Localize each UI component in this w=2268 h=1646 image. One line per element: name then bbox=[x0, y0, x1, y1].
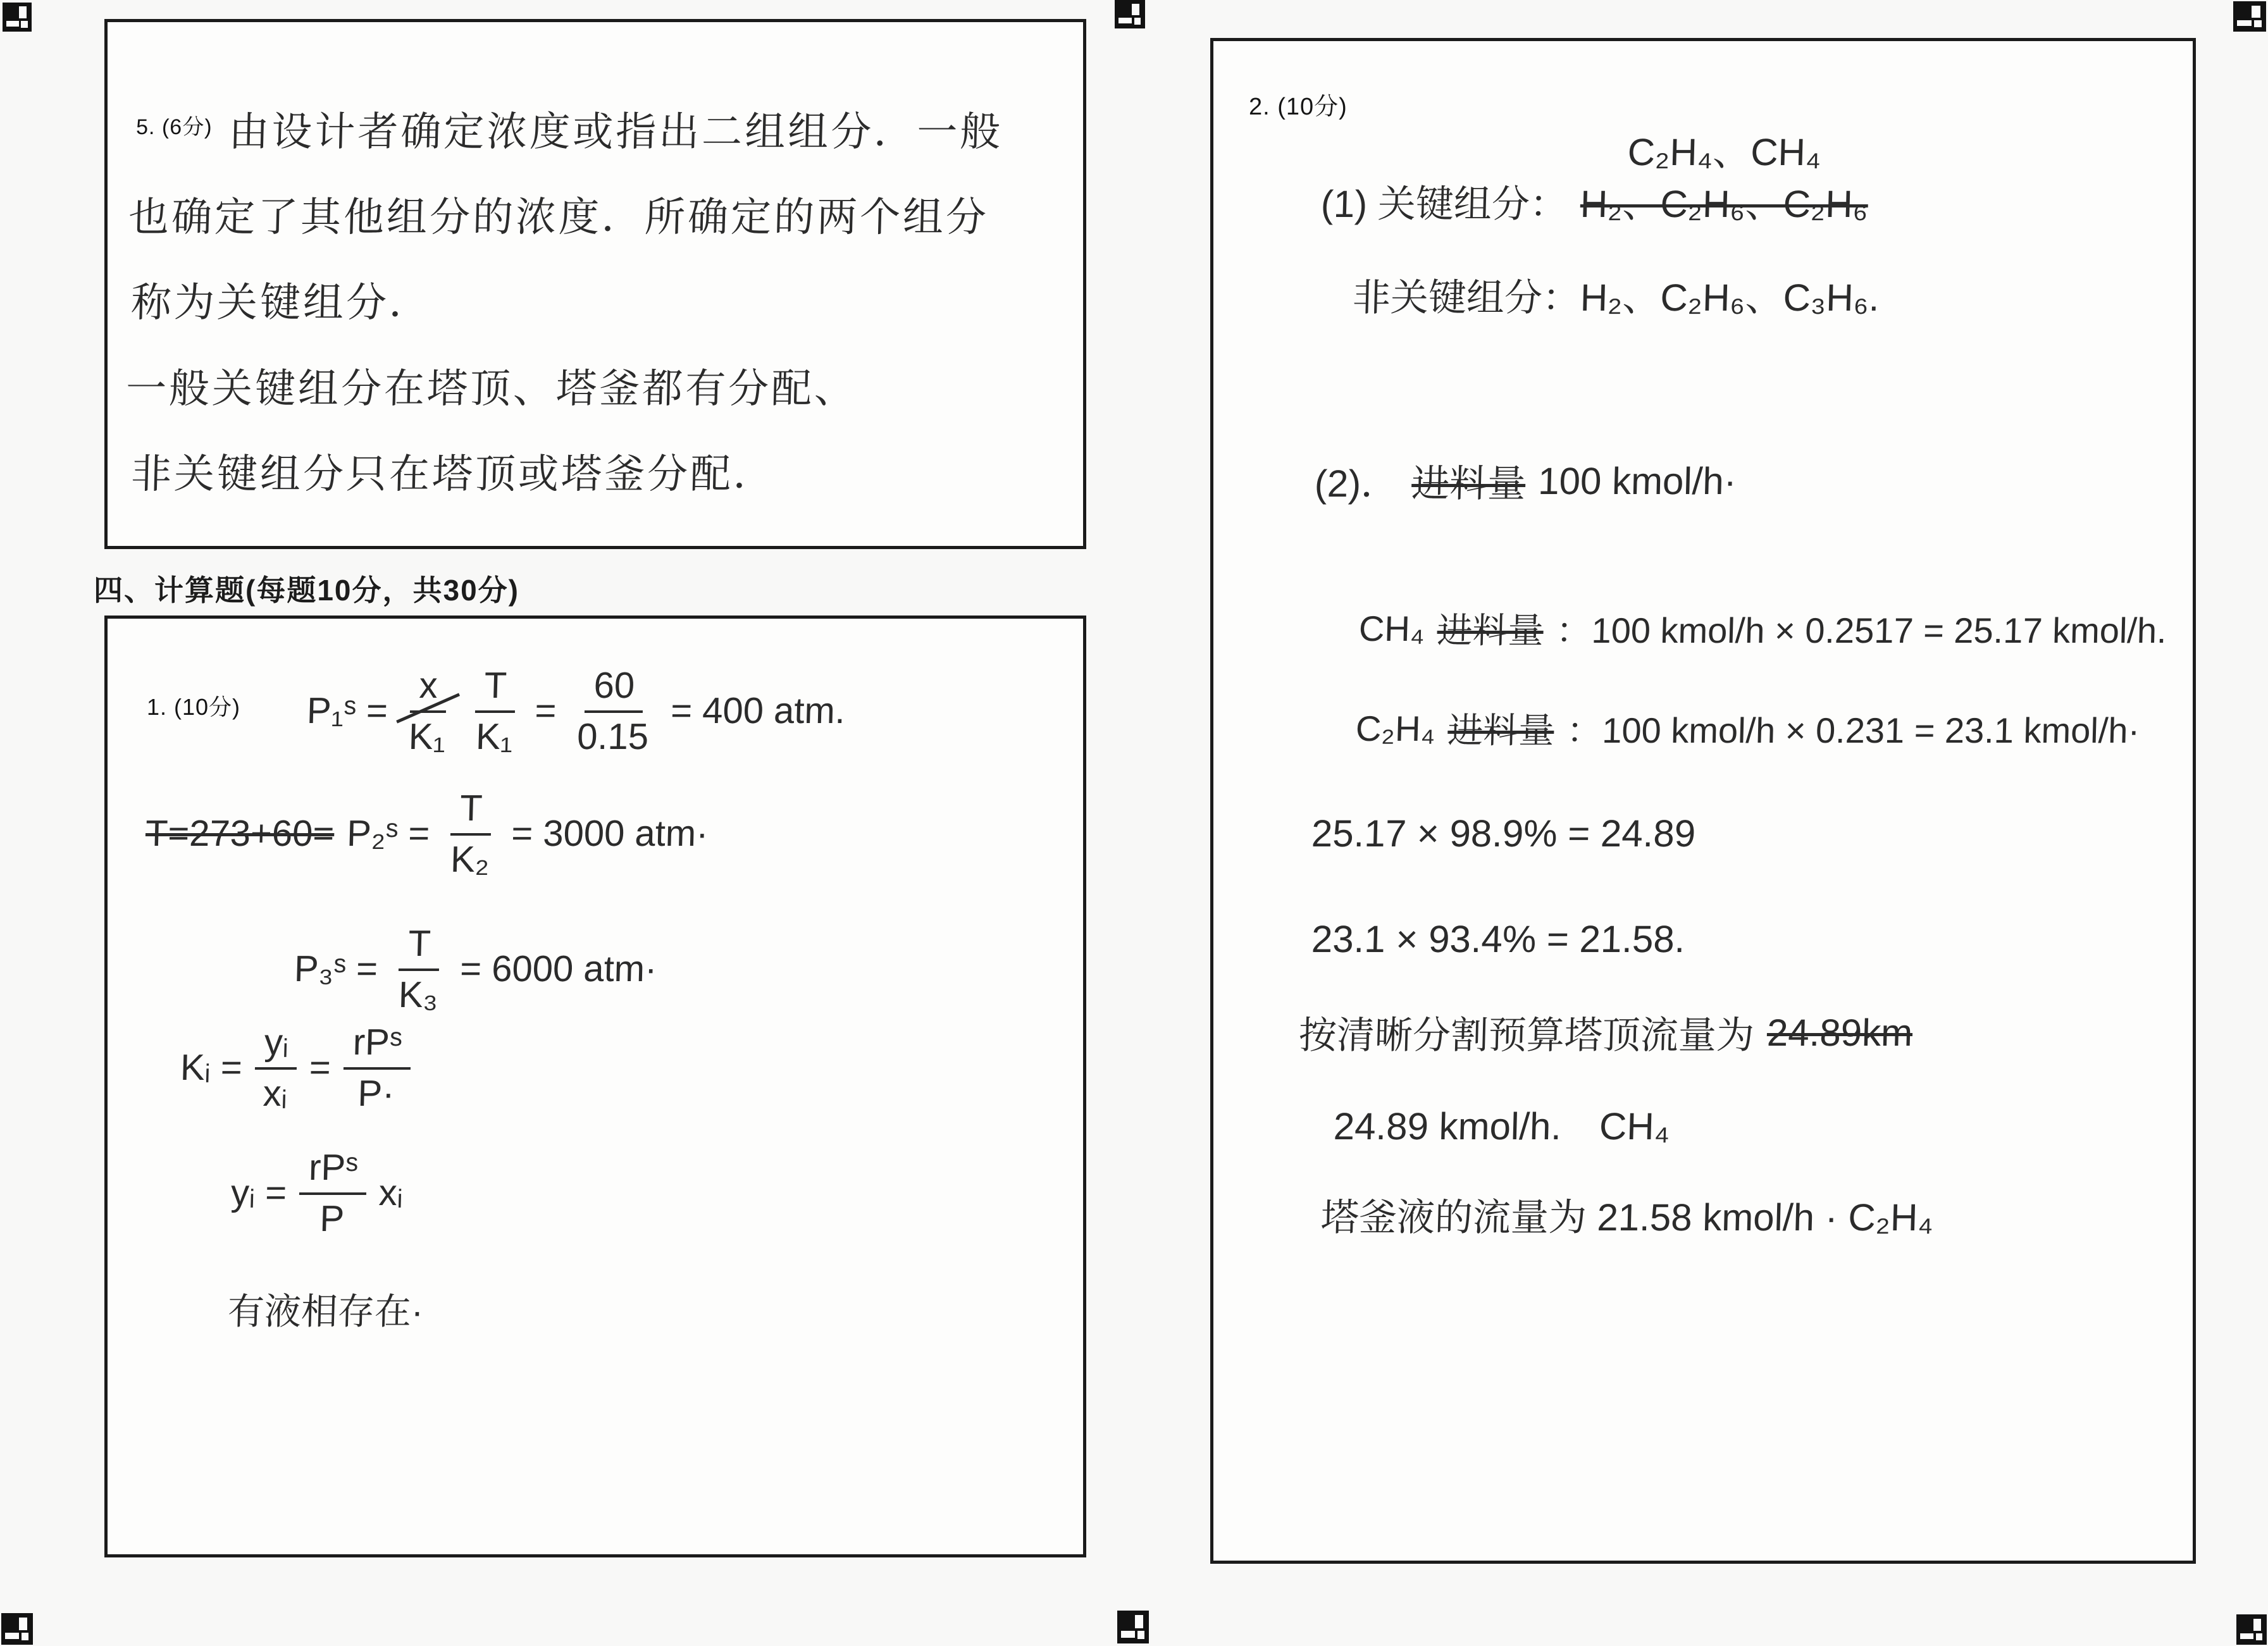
handwritten-line bbox=[1320, 131, 2174, 228]
handwritten-line bbox=[1314, 454, 2174, 508]
handwritten-line bbox=[1311, 917, 2174, 961]
handwritten-text: 有液相存在· bbox=[227, 1291, 424, 1332]
fiducial-marker-bottom-left bbox=[1, 1613, 33, 1645]
fiducial-marker-top-center bbox=[1115, 0, 1145, 28]
handwritten-text: ：100 kmol/h × 0.231 = 23.1 kmol/h· bbox=[1566, 710, 2141, 750]
handwritten-text: 100 kmol/h· bbox=[1537, 459, 1737, 502]
handwritten-line: 非关键组分只在塔顶或塔釜分配． bbox=[130, 450, 777, 497]
handwritten-line: 一般关键组分在塔顶、塔釜都有分配、 bbox=[125, 365, 858, 411]
struck-text: H₂、C₂H₆、C₂H₆ bbox=[1580, 183, 1869, 225]
handwritten-text: = 3000 atm· bbox=[511, 812, 709, 854]
handwritten-text: 23.1 × 93.4% = 21.58. bbox=[1311, 918, 1686, 960]
fiducial-marker-top-right bbox=[2233, 1, 2266, 32]
handwritten-text: C₂H₄ bbox=[1355, 708, 1436, 748]
fraction-denominator: xᵢ bbox=[262, 1073, 288, 1114]
handwritten-struck-text: 24.89km bbox=[1766, 1011, 1914, 1054]
fiducial-marker-bottom-center bbox=[1117, 1611, 1149, 1643]
fraction-numerator: rPˢ bbox=[344, 1020, 412, 1070]
handwritten-text: xᵢ bbox=[378, 1172, 404, 1213]
handwritten-line bbox=[1358, 603, 2174, 653]
handwritten-text: P₃ˢ = bbox=[294, 948, 378, 989]
handwritten-text: = 6000 atm· bbox=[459, 948, 658, 989]
fraction-numerator: T bbox=[475, 663, 517, 713]
handwritten-line bbox=[230, 1145, 1059, 1240]
calc-1-label: 1. (10分) bbox=[147, 694, 241, 720]
handwritten-text: 非关键组分：H₂、C₂H₆、C₃H₆. bbox=[1352, 276, 1880, 319]
fraction-denominator: K₃ bbox=[398, 974, 439, 1015]
question-5-label: 5. (6分) bbox=[135, 115, 213, 139]
handwritten-fraction bbox=[441, 786, 500, 881]
handwritten-text: 由设计者确定浓度或指出二组组分．一般 bbox=[228, 109, 1004, 154]
handwritten-text: 25.17 × 98.9% = 24.89 bbox=[1311, 812, 1697, 855]
handwritten-line bbox=[1320, 1187, 2174, 1242]
handwritten-correction: C₂H₄、CH₄ bbox=[1627, 131, 1822, 173]
handwritten-struck-text: 进料量 bbox=[1436, 610, 1544, 650]
handwritten-line bbox=[1352, 268, 2174, 322]
fraction-numerator: T bbox=[399, 921, 440, 971]
handwritten-line: 称为关键组分． bbox=[130, 280, 433, 326]
handwritten-line: 也确定了其他组分的浓度．所确定的两个组分 bbox=[128, 194, 989, 240]
answer-box-question-5 bbox=[104, 19, 1086, 549]
handwritten-line bbox=[144, 786, 1059, 881]
handwritten-line bbox=[293, 921, 1059, 1016]
handwritten-line bbox=[1311, 812, 2174, 855]
fraction-numerator: 60 bbox=[584, 663, 644, 713]
handwritten-line bbox=[179, 1020, 1059, 1115]
handwritten-fraction bbox=[399, 663, 456, 758]
handwritten-text: P₂ˢ = bbox=[346, 812, 431, 854]
answer-box-calc-1 bbox=[104, 616, 1086, 1557]
handwritten-text: Kᵢ = bbox=[180, 1046, 243, 1088]
handwritten-text: = bbox=[309, 1046, 332, 1088]
handwritten-text: = 400 atm. bbox=[670, 690, 846, 731]
handwritten-text: = bbox=[534, 690, 557, 731]
fiducial-marker-bottom-right bbox=[2236, 1614, 2267, 1645]
section-title: 四、计算题(每题10分，共30分) bbox=[94, 574, 519, 607]
handwritten-fraction bbox=[466, 663, 523, 758]
handwritten-struck-text: T=273+60= bbox=[145, 812, 335, 854]
fraction-denominator: K₂ bbox=[450, 839, 490, 880]
fraction-denominator: 0.15 bbox=[576, 716, 650, 757]
handwritten-fraction bbox=[342, 1020, 412, 1115]
handwritten-text: 塔釜液的流量为 21.58 kmol/h · C₂H₄ bbox=[1320, 1196, 1934, 1239]
handwritten-fraction bbox=[298, 1145, 368, 1240]
handwritten-text: (1) 关键组分： bbox=[1320, 183, 1568, 225]
handwritten-line bbox=[1333, 1096, 2174, 1151]
fraction-denominator: K₁ bbox=[475, 716, 514, 757]
handwritten-text: P₁ˢ = bbox=[306, 690, 388, 731]
handwritten-text: 按清晰分割预算塔顶流量为 bbox=[1298, 1014, 1755, 1056]
answer-box-calc-2 bbox=[1210, 38, 2196, 1564]
handwritten-line bbox=[135, 111, 1055, 153]
handwritten-fraction bbox=[254, 1020, 298, 1115]
fraction-denominator: K₁ bbox=[408, 716, 446, 757]
fraction-denominator: P· bbox=[357, 1073, 395, 1114]
handwritten-line bbox=[306, 663, 1059, 758]
handwritten-line bbox=[227, 1282, 1058, 1335]
handwritten-struck-text: 进料量 bbox=[1411, 462, 1527, 505]
fraction-denominator: P bbox=[319, 1198, 345, 1239]
calc-2-work bbox=[1245, 131, 2174, 1242]
handwritten-text: yᵢ = bbox=[230, 1172, 287, 1213]
handwritten-text: 24.89 kmol/h. CH₄ bbox=[1333, 1105, 1671, 1148]
fiducial-marker-top-left bbox=[3, 3, 32, 32]
calc-2-label: 2. (10分) bbox=[1249, 94, 1348, 120]
handwritten-line bbox=[1298, 1005, 2174, 1060]
fraction-numerator: x bbox=[409, 663, 447, 713]
handwritten-fraction bbox=[567, 663, 659, 758]
handwritten-text: ：100 kmol/h × 0.2517 = 25.17 kmol/h. bbox=[1555, 610, 2167, 650]
calc-1-work bbox=[146, 663, 1058, 1335]
handwritten-text: CH₄ bbox=[1358, 608, 1425, 648]
handwritten-fraction bbox=[389, 921, 449, 1016]
handwritten-text: (2)． bbox=[1314, 462, 1400, 505]
handwritten-struck-text: 进料量 bbox=[1447, 710, 1555, 750]
fraction-numerator: rPˢ bbox=[299, 1145, 368, 1195]
fraction-numerator: yᵢ bbox=[255, 1020, 298, 1070]
fraction-numerator: T bbox=[450, 786, 492, 836]
handwritten-struck-with-correction bbox=[1580, 131, 1869, 228]
handwritten-line bbox=[1355, 703, 2174, 753]
